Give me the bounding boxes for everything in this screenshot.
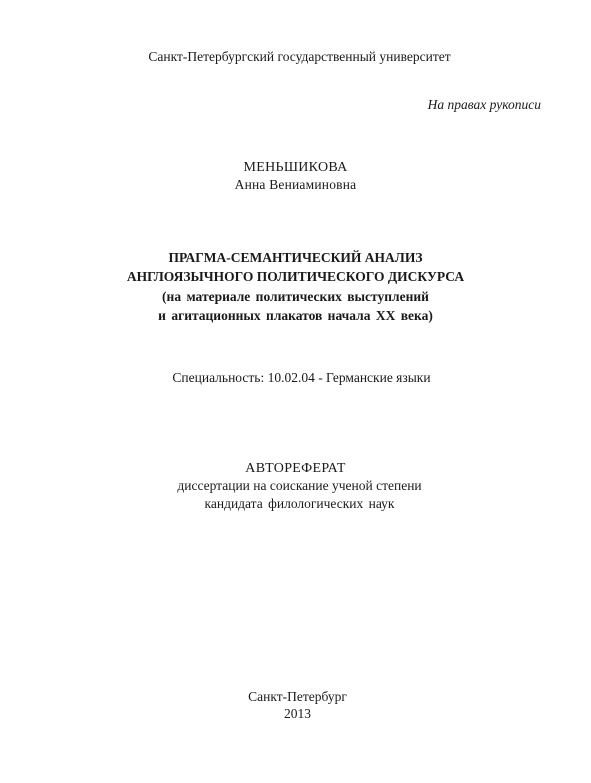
thesis-subtitle-line-1: (на материале политических выступлений [162, 289, 429, 304]
thesis-title-line-2: АНГЛОЯЗЫЧНОГО ПОЛИТИЧЕСКОГО ДИСКУРСА [126, 269, 465, 284]
specialty: Специальность: 10.02.04 - Германские языки [172, 370, 431, 385]
abstract-description-line-1: диссертации на соискание ученой степени [177, 478, 422, 493]
manuscript-note: На правах рукописи [427, 97, 541, 112]
university-name: Санкт-Петербургский государственный университет [148, 49, 451, 64]
abstract-heading: АВТОРЕФЕРАТ [245, 461, 346, 476]
thesis-subtitle-line-2: и агитационных плакатов начала XX века) [158, 308, 433, 323]
author-surname: МЕНЬШИКОВА [243, 160, 348, 175]
publication-year: 2013 [284, 706, 311, 721]
author-given-name: Анна Вениаминовна [234, 177, 357, 192]
thesis-title-line-1: ПРАГМА-СЕМАНТИЧЕСКИЙ АНАЛИЗ [168, 250, 423, 265]
publication-city: Санкт-Петербург [248, 689, 347, 704]
abstract-description-line-2: кандидата филологических наук [204, 496, 395, 511]
